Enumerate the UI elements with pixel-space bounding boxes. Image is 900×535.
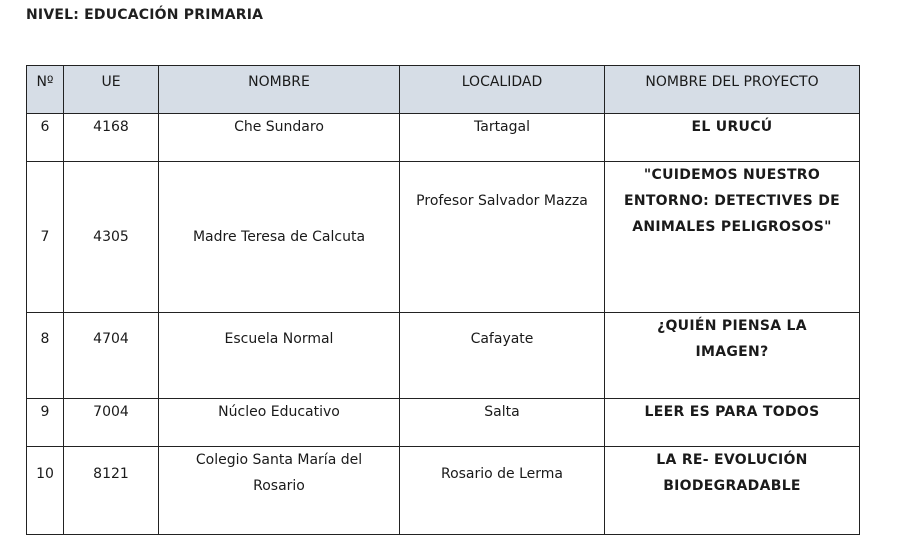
cell-ue: 4305 [64, 162, 159, 313]
table-body [27, 114, 860, 535]
table-row [27, 162, 860, 313]
projects-table [26, 65, 860, 535]
cell-number: 6 [27, 114, 64, 162]
table-row [27, 399, 860, 447]
level-title: NIVEL: EDUCACIÓN PRIMARIA [26, 7, 264, 23]
cell-proyecto: "CUIDEMOS NUESTRO ENTORNO: DETECTIVES DE ANIMALES PELIGROSOS" [605, 162, 860, 313]
cell-number: 8 [27, 313, 64, 399]
cell-number: 10 [27, 447, 64, 535]
cell-localidad: Salta [400, 399, 605, 447]
header-ue: UE [64, 66, 159, 114]
cell-nombre: Escuela Normal [159, 313, 400, 399]
cell-proyecto: ¿QUIÉN PIENSA LA IMAGEN? [605, 313, 860, 399]
cell-number: 9 [27, 399, 64, 447]
cell-localidad: Cafayate [400, 313, 605, 399]
cell-ue: 7004 [64, 399, 159, 447]
cell-proyecto: LEER ES PARA TODOS [605, 399, 860, 447]
cell-nombre: Núcleo Educativo [159, 399, 400, 447]
cell-localidad: Rosario de Lerma [400, 447, 605, 535]
table-row [27, 114, 860, 162]
cell-ue: 4704 [64, 313, 159, 399]
header-localidad: LOCALIDAD [400, 66, 605, 114]
header-row [27, 66, 860, 114]
table-row [27, 447, 860, 535]
cell-localidad: Tartagal [400, 114, 605, 162]
cell-proyecto: EL URUCÚ [605, 114, 860, 162]
cell-localidad: Profesor Salvador Mazza [400, 162, 605, 313]
table-header [27, 66, 860, 114]
cell-proyecto: LA RE- EVOLUCIÓN BIODEGRADABLE [605, 447, 860, 535]
header-nombre: NOMBRE [159, 66, 400, 114]
cell-number: 7 [27, 162, 64, 313]
header-proyecto: NOMBRE DEL PROYECTO [605, 66, 860, 114]
table-row [27, 313, 860, 399]
cell-nombre: Madre Teresa de Calcuta [159, 162, 400, 313]
header-number: Nº [27, 66, 64, 114]
cell-nombre: Che Sundaro [159, 114, 400, 162]
cell-ue: 8121 [64, 447, 159, 535]
cell-nombre: Colegio Santa María del Rosario [159, 447, 400, 535]
cell-ue: 4168 [64, 114, 159, 162]
